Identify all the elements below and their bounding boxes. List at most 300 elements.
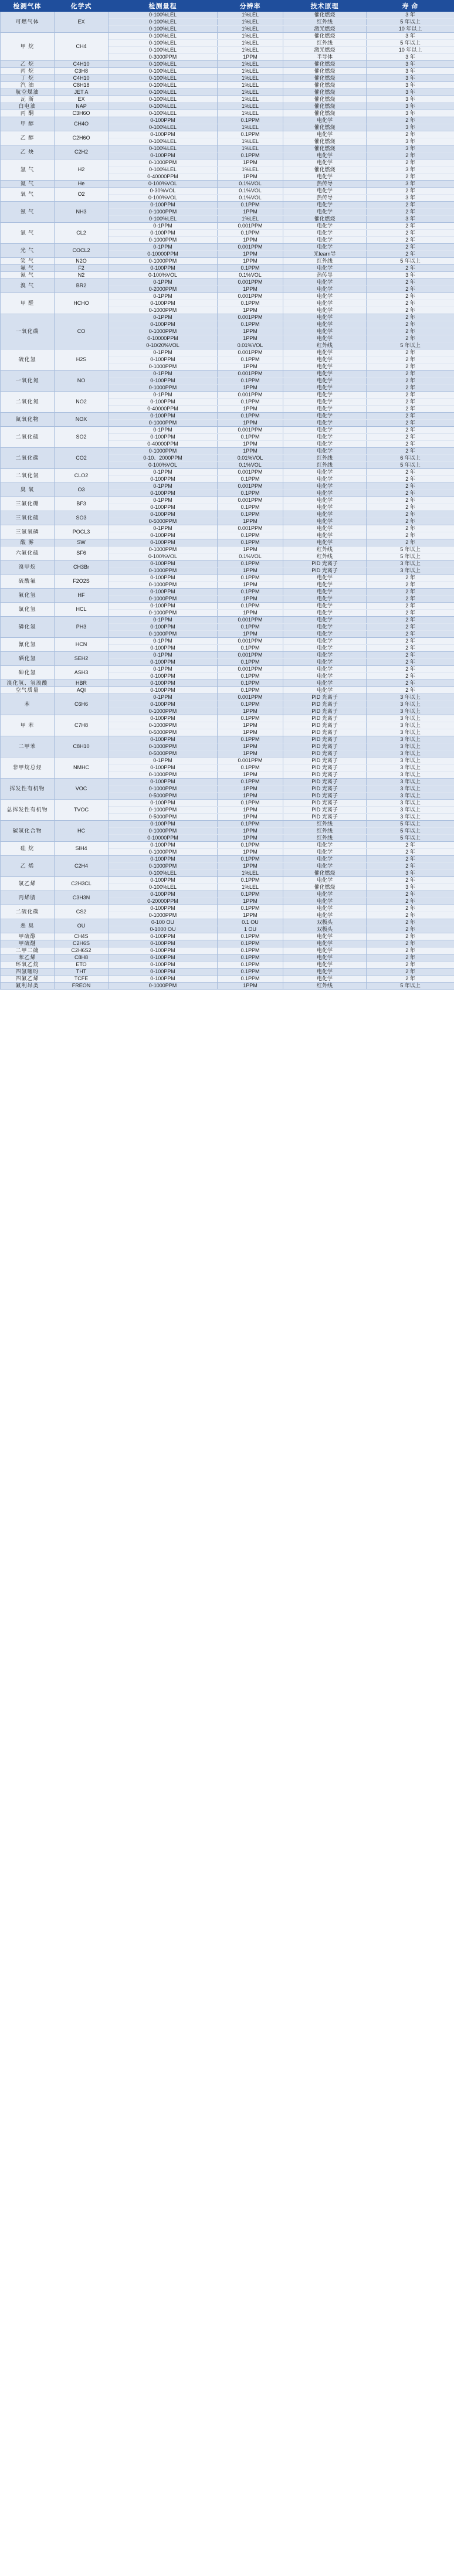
cell-life: 2 年: [367, 307, 454, 314]
cell-range: 0-1PPM: [109, 497, 218, 504]
cell-technology: 电化学: [283, 321, 367, 328]
cell-resolution: 1PPM: [218, 814, 283, 821]
cell-resolution: 1PPM: [218, 209, 283, 216]
cell-life: 2 年: [367, 596, 454, 603]
cell-range: 0-100PPM: [109, 300, 218, 307]
table-row: [1, 392, 454, 399]
cell-technology: 红外线: [283, 455, 367, 462]
cell-technology: 电化学: [283, 469, 367, 476]
cell-life: 2 年: [367, 279, 454, 286]
table-row: [1, 638, 454, 645]
cell-life: 5 年以上: [367, 983, 454, 990]
cell-range: 0-40000PPM: [109, 174, 218, 181]
cell-resolution: 1PPM: [218, 722, 283, 729]
cell-life: 2 年: [367, 898, 454, 905]
cell-range: 0-100PPM: [109, 504, 218, 511]
cell-life: 2 年: [367, 954, 454, 961]
table-row: [1, 891, 454, 898]
table-row: [1, 131, 454, 138]
cell-resolution: 1PPM: [218, 441, 283, 448]
cell-resolution: 1%LEL: [218, 124, 283, 131]
cell-technology: 电化学: [283, 230, 367, 237]
cell-life: 2 年: [367, 631, 454, 638]
cell-life: 3 年以上: [367, 772, 454, 779]
cell-gas-name: 可燃气体: [1, 12, 55, 33]
cell-gas-name: 乙 烷: [1, 61, 55, 68]
column-header-formula: 化学式: [55, 1, 109, 12]
cell-life: 3 年: [367, 166, 454, 174]
cell-range: 0-100PPM: [109, 490, 218, 497]
cell-range: 0-20000PPM: [109, 898, 218, 905]
cell-life: 3 年以上: [367, 764, 454, 772]
cell-range: 0-1PPM: [109, 392, 218, 399]
table-row: [1, 159, 454, 166]
cell-technology: 电化学: [283, 940, 367, 947]
cell-technology: PID 光离子: [283, 708, 367, 715]
cell-gas-name: 一氧化碳: [1, 314, 55, 349]
cell-life: 2 年: [367, 582, 454, 589]
cell-life: 2 年: [367, 300, 454, 307]
cell-technology: 电化学: [283, 237, 367, 244]
cell-resolution: 1%LEL: [218, 166, 283, 174]
cell-technology: 电化学: [283, 356, 367, 363]
cell-range: 0-1000PPM: [109, 307, 218, 314]
cell-resolution: 0.1PPM: [218, 779, 283, 786]
cell-life: 2 年: [367, 497, 454, 504]
cell-formula: CH3Br: [55, 560, 109, 575]
cell-resolution: 1PPM: [218, 898, 283, 905]
cell-life: 2 年: [367, 926, 454, 933]
cell-formula: SW: [55, 539, 109, 546]
cell-technology: 电化学: [283, 188, 367, 195]
cell-technology: 电化学: [283, 877, 367, 884]
cell-technology: 催化燃烧: [283, 870, 367, 877]
cell-gas-name: 碳氢化合物: [1, 821, 55, 842]
cell-gas-name: 砷化氢: [1, 666, 55, 680]
cell-life: 5 年以上: [367, 835, 454, 842]
cell-life: 2 年: [367, 413, 454, 420]
cell-life: 2 年: [367, 912, 454, 919]
cell-life: 3 年: [367, 272, 454, 279]
cell-range: 0-100PPM: [109, 624, 218, 631]
cell-range: 0-1PPM: [109, 314, 218, 321]
cell-technology: 红外线: [283, 553, 367, 560]
cell-resolution: 1%LEL: [218, 103, 283, 110]
cell-resolution: 1PPM: [218, 786, 283, 793]
cell-life: 3 年以上: [367, 807, 454, 814]
cell-technology: 电化学: [283, 645, 367, 652]
cell-life: 3 年: [367, 216, 454, 223]
cell-gas-name: 挥发性有机物: [1, 779, 55, 800]
cell-technology: PID 光离子: [283, 800, 367, 807]
cell-life: 2 年: [367, 434, 454, 441]
table-row: [1, 560, 454, 567]
table-row: [1, 666, 454, 673]
cell-resolution: 0.001PPM: [218, 757, 283, 764]
table-row: [1, 919, 454, 926]
cell-life: 5 年以上: [367, 821, 454, 828]
cell-gas-name: 瓦 斯: [1, 96, 55, 103]
cell-resolution: 0.001PPM: [218, 638, 283, 645]
cell-formula: C2H6S2: [55, 947, 109, 954]
cell-life: 5 年以上: [367, 828, 454, 835]
cell-resolution: 0.1PPM: [218, 117, 283, 124]
cell-formula: HCHO: [55, 293, 109, 314]
table-row: [1, 687, 454, 694]
cell-resolution: 0.1PPM: [218, 715, 283, 722]
cell-resolution: 0.001PPM: [218, 469, 283, 476]
cell-technology: 电化学: [283, 441, 367, 448]
cell-formula: He: [55, 181, 109, 188]
cell-range: 0-100PPM: [109, 434, 218, 441]
cell-gas-name: 乙 炔: [1, 145, 55, 159]
cell-resolution: 0.1PPM: [218, 701, 283, 708]
cell-range: 0-100%LEL: [109, 124, 218, 131]
cell-resolution: 0.01%VOL: [218, 455, 283, 462]
cell-life: 2 年: [367, 420, 454, 427]
cell-range: 0-1000PPM: [109, 786, 218, 793]
cell-range: 0-100PPM: [109, 764, 218, 772]
cell-gas-name: 甲 醇: [1, 117, 55, 131]
cell-technology: 电化学: [283, 406, 367, 413]
cell-range: 0-10000PPM: [109, 251, 218, 258]
cell-range: 0-1000PPM: [109, 420, 218, 427]
cell-life: 3 年以上: [367, 715, 454, 722]
cell-range: 0-100PPM: [109, 947, 218, 954]
cell-range: 0-1PPM: [109, 694, 218, 701]
cell-technology: 电化学: [283, 582, 367, 589]
cell-technology: 电化学: [283, 279, 367, 286]
cell-gas-name: 氟利昂类: [1, 983, 55, 990]
cell-range: 0-1000PPM: [109, 610, 218, 617]
table-row: [1, 223, 454, 230]
cell-resolution: 1PPM: [218, 406, 283, 413]
table-row: [1, 954, 454, 961]
cell-life: 3 年: [367, 145, 454, 152]
cell-range: 0-1000PPM: [109, 567, 218, 575]
cell-gas-name: 四氢噻吩: [1, 968, 55, 976]
cell-technology: 电化学: [283, 223, 367, 230]
cell-resolution: 1PPM: [218, 328, 283, 335]
cell-formula: EX: [55, 96, 109, 103]
cell-resolution: 0.1PPM: [218, 575, 283, 582]
cell-resolution: 1%LEL: [218, 68, 283, 75]
cell-technology: 激光燃烧: [283, 47, 367, 54]
cell-range: 0-100%LEL: [109, 138, 218, 145]
cell-resolution: 0.1PPM: [218, 877, 283, 884]
cell-formula: ASH3: [55, 666, 109, 680]
cell-range: 0-1000PPM: [109, 237, 218, 244]
cell-resolution: 1PPM: [218, 983, 283, 990]
cell-resolution: 1PPM: [218, 159, 283, 166]
cell-range: 0-100PPM: [109, 117, 218, 124]
cell-resolution: 1PPM: [218, 237, 283, 244]
cell-technology: 催化燃烧: [283, 216, 367, 223]
cell-technology: 电化学: [283, 666, 367, 673]
cell-life: 3 年以上: [367, 814, 454, 821]
cell-range: 0-1000PPM: [109, 596, 218, 603]
cell-gas-name: 氧 气: [1, 188, 55, 202]
cell-resolution: 1%LEL: [218, 75, 283, 82]
cell-technology: 电化学: [283, 680, 367, 687]
cell-life: 2 年: [367, 919, 454, 926]
cell-range: 0-1PPM: [109, 483, 218, 490]
cell-gas-name: 氰化氢: [1, 638, 55, 652]
cell-range: 0-5000PPM: [109, 729, 218, 736]
table-row: [1, 715, 454, 722]
cell-resolution: 1 OU: [218, 926, 283, 933]
cell-resolution: 1%LEL: [218, 12, 283, 19]
cell-technology: 红外线: [283, 828, 367, 835]
cell-formula: C4H10: [55, 61, 109, 68]
cell-resolution: 0.1%VOL: [218, 181, 283, 188]
cell-formula: CO: [55, 314, 109, 349]
cell-technology: PID 光离子: [283, 757, 367, 764]
cell-resolution: 0.001PPM: [218, 525, 283, 532]
cell-formula: C3H6O: [55, 110, 109, 117]
cell-range: 0-100PPM: [109, 152, 218, 159]
table-row: [1, 694, 454, 701]
cell-gas-name: 丙 烷: [1, 68, 55, 75]
table-row: [1, 61, 454, 68]
cell-resolution: 1PPM: [218, 286, 283, 293]
cell-range: 0-100PPM: [109, 940, 218, 947]
cell-technology: 电化学: [283, 349, 367, 356]
cell-formula: C2H6S: [55, 940, 109, 947]
cell-gas-name: 笑 气: [1, 258, 55, 265]
cell-formula: SEH2: [55, 652, 109, 666]
cell-technology: 电化学: [283, 314, 367, 321]
cell-technology: PID 光离子: [283, 793, 367, 800]
cell-technology: 半导体: [283, 54, 367, 61]
cell-life: 3 年以上: [367, 736, 454, 743]
cell-technology: 电化学: [283, 159, 367, 166]
cell-technology: 电化学: [283, 912, 367, 919]
cell-range: 0-1000PPM: [109, 912, 218, 919]
cell-gas-name: 硫酰氟: [1, 575, 55, 589]
cell-range: 0-1PPM: [109, 666, 218, 673]
cell-technology: 激光燃烧: [283, 26, 367, 33]
table-row: [1, 680, 454, 687]
cell-resolution: 0.001PPM: [218, 314, 283, 321]
cell-life: 2 年: [367, 152, 454, 159]
cell-range: 0-30%VOL: [109, 188, 218, 195]
cell-life: 3 年: [367, 82, 454, 89]
cell-resolution: 0.1PPM: [218, 764, 283, 772]
cell-life: 2 年: [367, 131, 454, 138]
cell-resolution: 1PPM: [218, 793, 283, 800]
cell-life: 3 年以上: [367, 743, 454, 750]
cell-resolution: 1PPM: [218, 708, 283, 715]
gas-sensor-spec-table: [0, 0, 454, 990]
cell-formula: CH4S: [55, 933, 109, 940]
cell-resolution: 0.001PPM: [218, 349, 283, 356]
cell-life: 3 年: [367, 33, 454, 40]
cell-formula: C2H4: [55, 856, 109, 877]
cell-resolution: 1%LEL: [218, 884, 283, 891]
cell-technology: 电化学: [283, 856, 367, 863]
cell-resolution: 0.1PPM: [218, 131, 283, 138]
cell-range: 0-5000PPM: [109, 750, 218, 757]
cell-range: 0-100%VOL: [109, 553, 218, 560]
cell-life: 2 年: [367, 940, 454, 947]
cell-range: 0-5000PPM: [109, 814, 218, 821]
table-row: [1, 497, 454, 504]
cell-life: 2 年: [367, 673, 454, 680]
cell-gas-name: 环氧乙烷: [1, 961, 55, 968]
cell-life: 2 年: [367, 905, 454, 912]
cell-life: 2 年: [367, 652, 454, 659]
cell-formula: HC: [55, 821, 109, 842]
cell-formula: NO: [55, 371, 109, 392]
cell-life: 2 年: [367, 230, 454, 237]
table-row: [1, 244, 454, 251]
cell-range: 0-1000PPM: [109, 849, 218, 856]
table-header: [1, 1, 454, 12]
cell-formula: C8H8: [55, 954, 109, 961]
cell-life: 2 年: [367, 525, 454, 532]
cell-resolution: 0.001PPM: [218, 483, 283, 490]
cell-technology: 电化学: [283, 399, 367, 406]
cell-gas-name: 磷化氢: [1, 617, 55, 638]
cell-life: 2 年: [367, 117, 454, 124]
cell-technology: 双极头: [283, 919, 367, 926]
table-row: [1, 413, 454, 420]
cell-life: 5 年以上: [367, 19, 454, 26]
table-row: [1, 603, 454, 610]
cell-life: 3 年: [367, 96, 454, 103]
cell-formula: TVOC: [55, 800, 109, 821]
cell-life: 2 年: [367, 406, 454, 413]
cell-resolution: 0.001PPM: [218, 617, 283, 624]
cell-technology: 电化学: [283, 434, 367, 441]
table-row: [1, 483, 454, 490]
cell-life: 2 年: [367, 617, 454, 624]
cell-technology: 光learn导: [283, 251, 367, 258]
cell-gas-name: 硅 烷: [1, 842, 55, 856]
cell-formula: SIH4: [55, 842, 109, 856]
cell-gas-name: 氢 气: [1, 159, 55, 181]
cell-resolution: 1PPM: [218, 582, 283, 589]
cell-technology: 热传导: [283, 195, 367, 202]
cell-resolution: 1PPM: [218, 518, 283, 525]
table-body: [1, 12, 454, 990]
cell-technology: 催化燃烧: [283, 33, 367, 40]
cell-formula: HF: [55, 589, 109, 603]
cell-range: 0-1PPM: [109, 617, 218, 624]
cell-resolution: 0.1%VOL: [218, 188, 283, 195]
table-row: [1, 961, 454, 968]
cell-technology: 电化学: [283, 891, 367, 898]
cell-resolution: 0.001PPM: [218, 371, 283, 378]
cell-life: 2 年: [367, 610, 454, 617]
table-row: [1, 877, 454, 884]
cell-resolution: 1%LEL: [218, 110, 283, 117]
cell-life: 3 年: [367, 870, 454, 877]
cell-life: 2 年: [367, 251, 454, 258]
cell-formula: POCL3: [55, 525, 109, 539]
cell-resolution: 0.001PPM: [218, 694, 283, 701]
cell-resolution: 0.1PPM: [218, 645, 283, 652]
cell-formula: OU: [55, 919, 109, 933]
cell-technology: 电化学: [283, 497, 367, 504]
cell-life: 2 年: [367, 933, 454, 940]
cell-formula: H2S: [55, 349, 109, 371]
cell-life: 2 年: [367, 603, 454, 610]
cell-resolution: 1PPM: [218, 258, 283, 265]
table-row: [1, 279, 454, 286]
cell-life: 3 年: [367, 181, 454, 188]
cell-gas-name: 二甲二硫: [1, 947, 55, 954]
cell-resolution: 0.1PPM: [218, 603, 283, 610]
cell-life: 3 年以上: [367, 750, 454, 757]
cell-range: 0-40000PPM: [109, 441, 218, 448]
table-row: [1, 117, 454, 124]
cell-life: 2 年: [367, 680, 454, 687]
cell-range: 0-100PPM: [109, 687, 218, 694]
cell-range: 0-1000PPM: [109, 631, 218, 638]
cell-resolution: 0.1PPM: [218, 532, 283, 539]
cell-gas-name: 总挥发性有机物: [1, 800, 55, 821]
cell-range: 0-1000PPM: [109, 363, 218, 371]
cell-technology: 电化学: [283, 448, 367, 455]
cell-life: 3 年以上: [367, 694, 454, 701]
cell-technology: 电化学: [283, 363, 367, 371]
cell-resolution: 1%LEL: [218, 96, 283, 103]
cell-resolution: 1PPM: [218, 631, 283, 638]
cell-range: 0-100PPM: [109, 701, 218, 708]
cell-resolution: 0.1PPM: [218, 511, 283, 518]
cell-technology: PID 光离子: [283, 779, 367, 786]
cell-gas-name: 一氧化氮: [1, 371, 55, 392]
cell-life: 2 年: [367, 441, 454, 448]
cell-range: 0-100PPM: [109, 715, 218, 722]
cell-life: 2 年: [367, 335, 454, 342]
cell-range: 0-100PPM: [109, 476, 218, 483]
cell-range: 0-100PPM: [109, 575, 218, 582]
cell-technology: PID 光离子: [283, 694, 367, 701]
cell-technology: 电化学: [283, 518, 367, 525]
cell-life: 3 年以上: [367, 779, 454, 786]
cell-life: 3 年以上: [367, 786, 454, 793]
cell-technology: 电化学: [283, 596, 367, 603]
cell-range: 0-100PPM: [109, 891, 218, 898]
cell-technology: PID 光离子: [283, 567, 367, 575]
cell-range: 0-100PPM: [109, 321, 218, 328]
cell-resolution: 0.1PPM: [218, 265, 283, 272]
cell-technology: 电化学: [283, 392, 367, 399]
cell-range: 0-1PPM: [109, 427, 218, 434]
cell-gas-name: 二硫化碳: [1, 905, 55, 919]
cell-formula: F2: [55, 265, 109, 272]
cell-resolution: 0.1PPM: [218, 504, 283, 511]
cell-resolution: 1%LEL: [218, 138, 283, 145]
cell-gas-name: 溴 气: [1, 279, 55, 293]
cell-life: 5 年以上: [367, 342, 454, 349]
cell-formula: O3: [55, 483, 109, 497]
cell-range: 0-100PPM: [109, 378, 218, 385]
cell-resolution: 0.1PPM: [218, 589, 283, 596]
cell-life: 2 年: [367, 265, 454, 272]
cell-life: 2 年: [367, 356, 454, 363]
cell-range: 0-1000PPM: [109, 448, 218, 455]
cell-gas-name: 氯乙烯: [1, 877, 55, 891]
cell-life: 2 年: [367, 842, 454, 849]
cell-life: 2 年: [367, 891, 454, 898]
cell-gas-name: 苯: [1, 694, 55, 715]
column-header-technology: 技术原理: [283, 1, 367, 12]
cell-formula: O2: [55, 188, 109, 202]
